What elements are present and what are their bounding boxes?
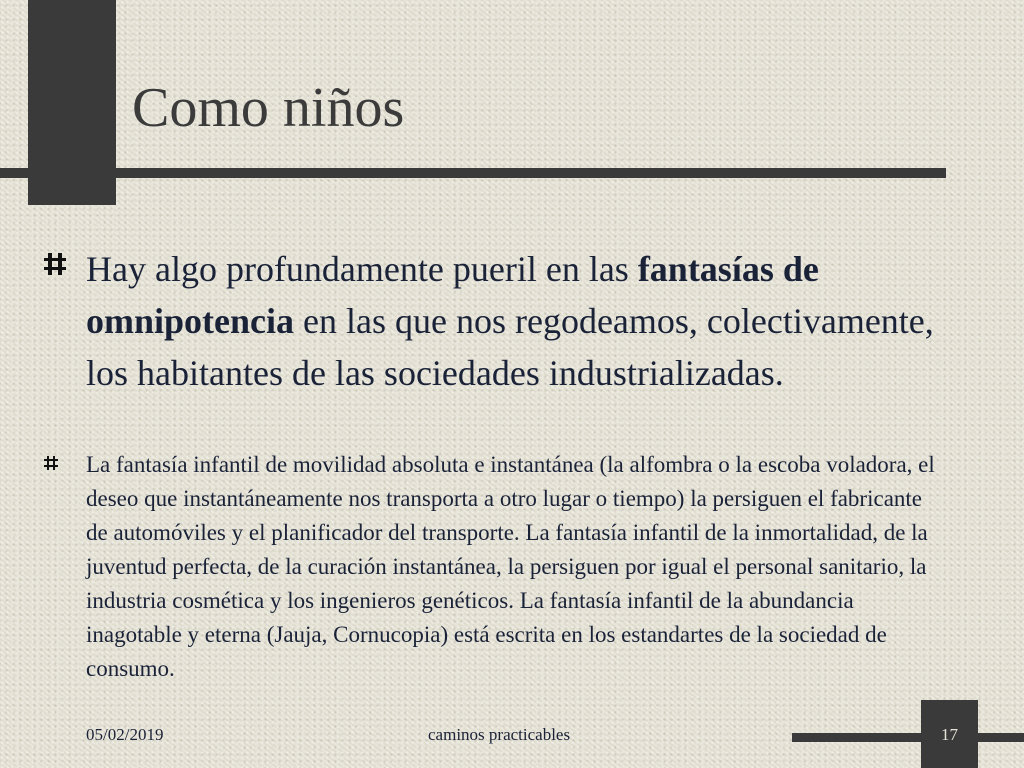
bullet-1-text-end: en las que nos regodeamos, colectivamente, los habitantes de las sociedades industrializadas.	[86, 301, 934, 393]
footer-title: caminos practicables	[428, 725, 571, 744]
page-number: 17	[941, 725, 958, 744]
hash-bullet-icon	[44, 456, 58, 470]
bullet-1-text-start: Hay algo profundamente pueril en las	[86, 249, 638, 289]
bullet-item-2	[44, 448, 936, 686]
bullet-1-bold-phrase: fantasías de omnipotencia	[86, 249, 819, 341]
slide-title: Como niños	[132, 77, 405, 139]
bullet-item-1	[44, 243, 946, 399]
bullet-text-2: La fantasía infantil de movilidad absoluta e instantánea (la alfombra o la escoba voladora, el deseo que instantáneamente nos transporta a otro lugar o tiempo) la persiguen el fabricante de automóviles y el planificador del transporte. La fantasía infantil de la inmortalidad, de la juventud perfecta, de la curación instantánea, la persiguen por igual el personal sanitario, la industria cosmética y los ingenieros genéticos. La fantasía infantil de la abundancia inagotable y eterna (Jauja, Cornucopia) está escrita en los estandartes de la sociedad de consumo.	[86, 452, 935, 681]
bullet-text-1	[86, 243, 946, 399]
decorative-footer-rule	[792, 733, 1024, 742]
decorative-title-rule	[0, 168, 946, 178]
footer-date: 05/02/2019	[86, 725, 164, 744]
hash-bullet-icon	[44, 253, 66, 275]
